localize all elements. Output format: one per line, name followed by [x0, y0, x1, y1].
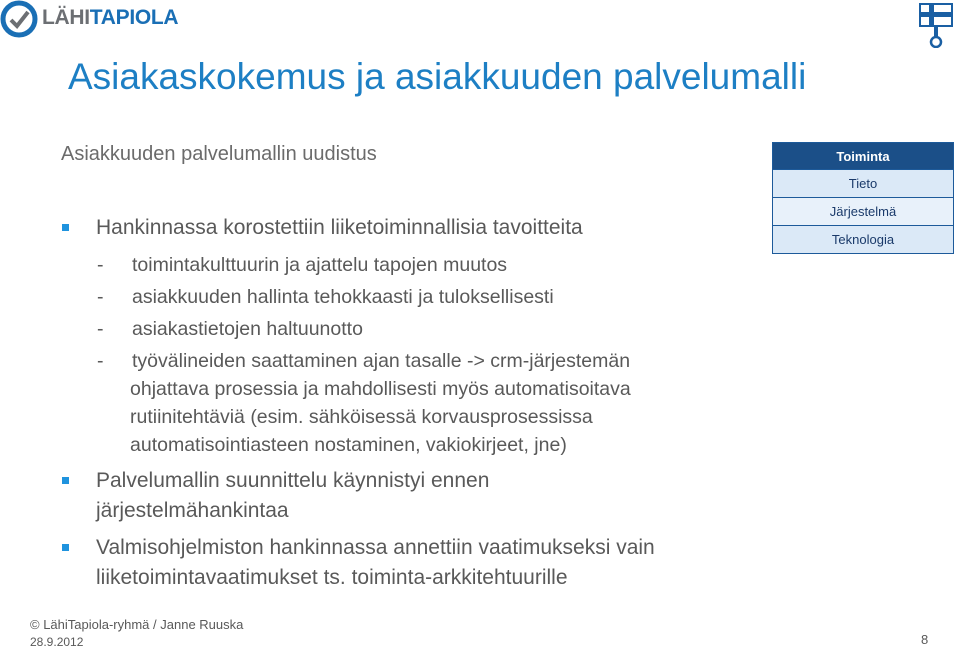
flag-key-icon — [918, 2, 954, 48]
subitem-text: työvälineiden saattaminen ajan tasalle -> crm-järjestemän — [132, 350, 631, 372]
bullet-square-icon — [62, 544, 69, 551]
dash-marker: - — [97, 350, 104, 372]
logo-wordmark — [42, 6, 178, 30]
layer-jarjestelma: Järjestelmä — [772, 198, 954, 226]
page-number: 8 — [921, 632, 929, 647]
slide-title: Asiakaskokemus ja asiakkuuden palvelumalli — [68, 56, 807, 97]
layer-tieto: Tieto — [772, 170, 954, 198]
bullet-text: Palvelumallin suunnittelu käynnistyi ennen — [96, 469, 490, 492]
footer-date: 28.9.2012 — [30, 635, 84, 649]
subitem-text: toimintakulttuurin ja ajattelu tapojen muutos — [132, 254, 508, 276]
bullet-square-icon — [62, 477, 69, 484]
dash-marker: - — [97, 254, 104, 276]
subitem-text: asiakastietojen haltuunotto — [132, 318, 363, 340]
slide-subtitle: Asiakkuuden palvelumallin uudistus — [61, 143, 377, 165]
subitem-text: asiakkuuden hallinta tehokkaasti ja tuloksellisesti — [132, 286, 554, 308]
bullet-square-icon — [62, 224, 69, 231]
bullet-text: Valmisohjelmiston hankinnassa annettiin vaatimukseksi vain — [96, 536, 655, 559]
subitem-text: rutiinitehtäviä (esim. sähköisessä korvausprosessissa — [130, 406, 593, 428]
bullet-text: liiketoimintavaatimukset ts. toiminta-arkkitehtuurille — [96, 566, 568, 589]
dash-marker: - — [97, 286, 104, 308]
layer-toiminta: Toiminta — [772, 142, 954, 170]
logo-part-b: TAPIOLA — [89, 6, 179, 29]
footer-copyright: © LähiTapiola-ryhmä / Janne Ruuska — [30, 617, 244, 632]
subitem-text: ohjattava prosessia ja mahdollisesti myös automatisoitava — [130, 378, 631, 400]
lahitapiola-logo-icon — [0, 0, 40, 40]
bullet-text: järjestelmähankintaa — [96, 499, 289, 522]
layer-teknologia: Teknologia — [772, 226, 954, 254]
logo-part-a: LÄHI — [42, 6, 90, 29]
dash-marker: - — [97, 318, 104, 340]
subitem-text: automatisointiasteen nostaminen, vakiokirjeet, jne) — [130, 434, 567, 456]
bullet-text: Hankinnassa korostettiin liiketoiminnallisia tavoitteita — [96, 216, 583, 239]
architecture-layer-stack — [772, 142, 954, 254]
